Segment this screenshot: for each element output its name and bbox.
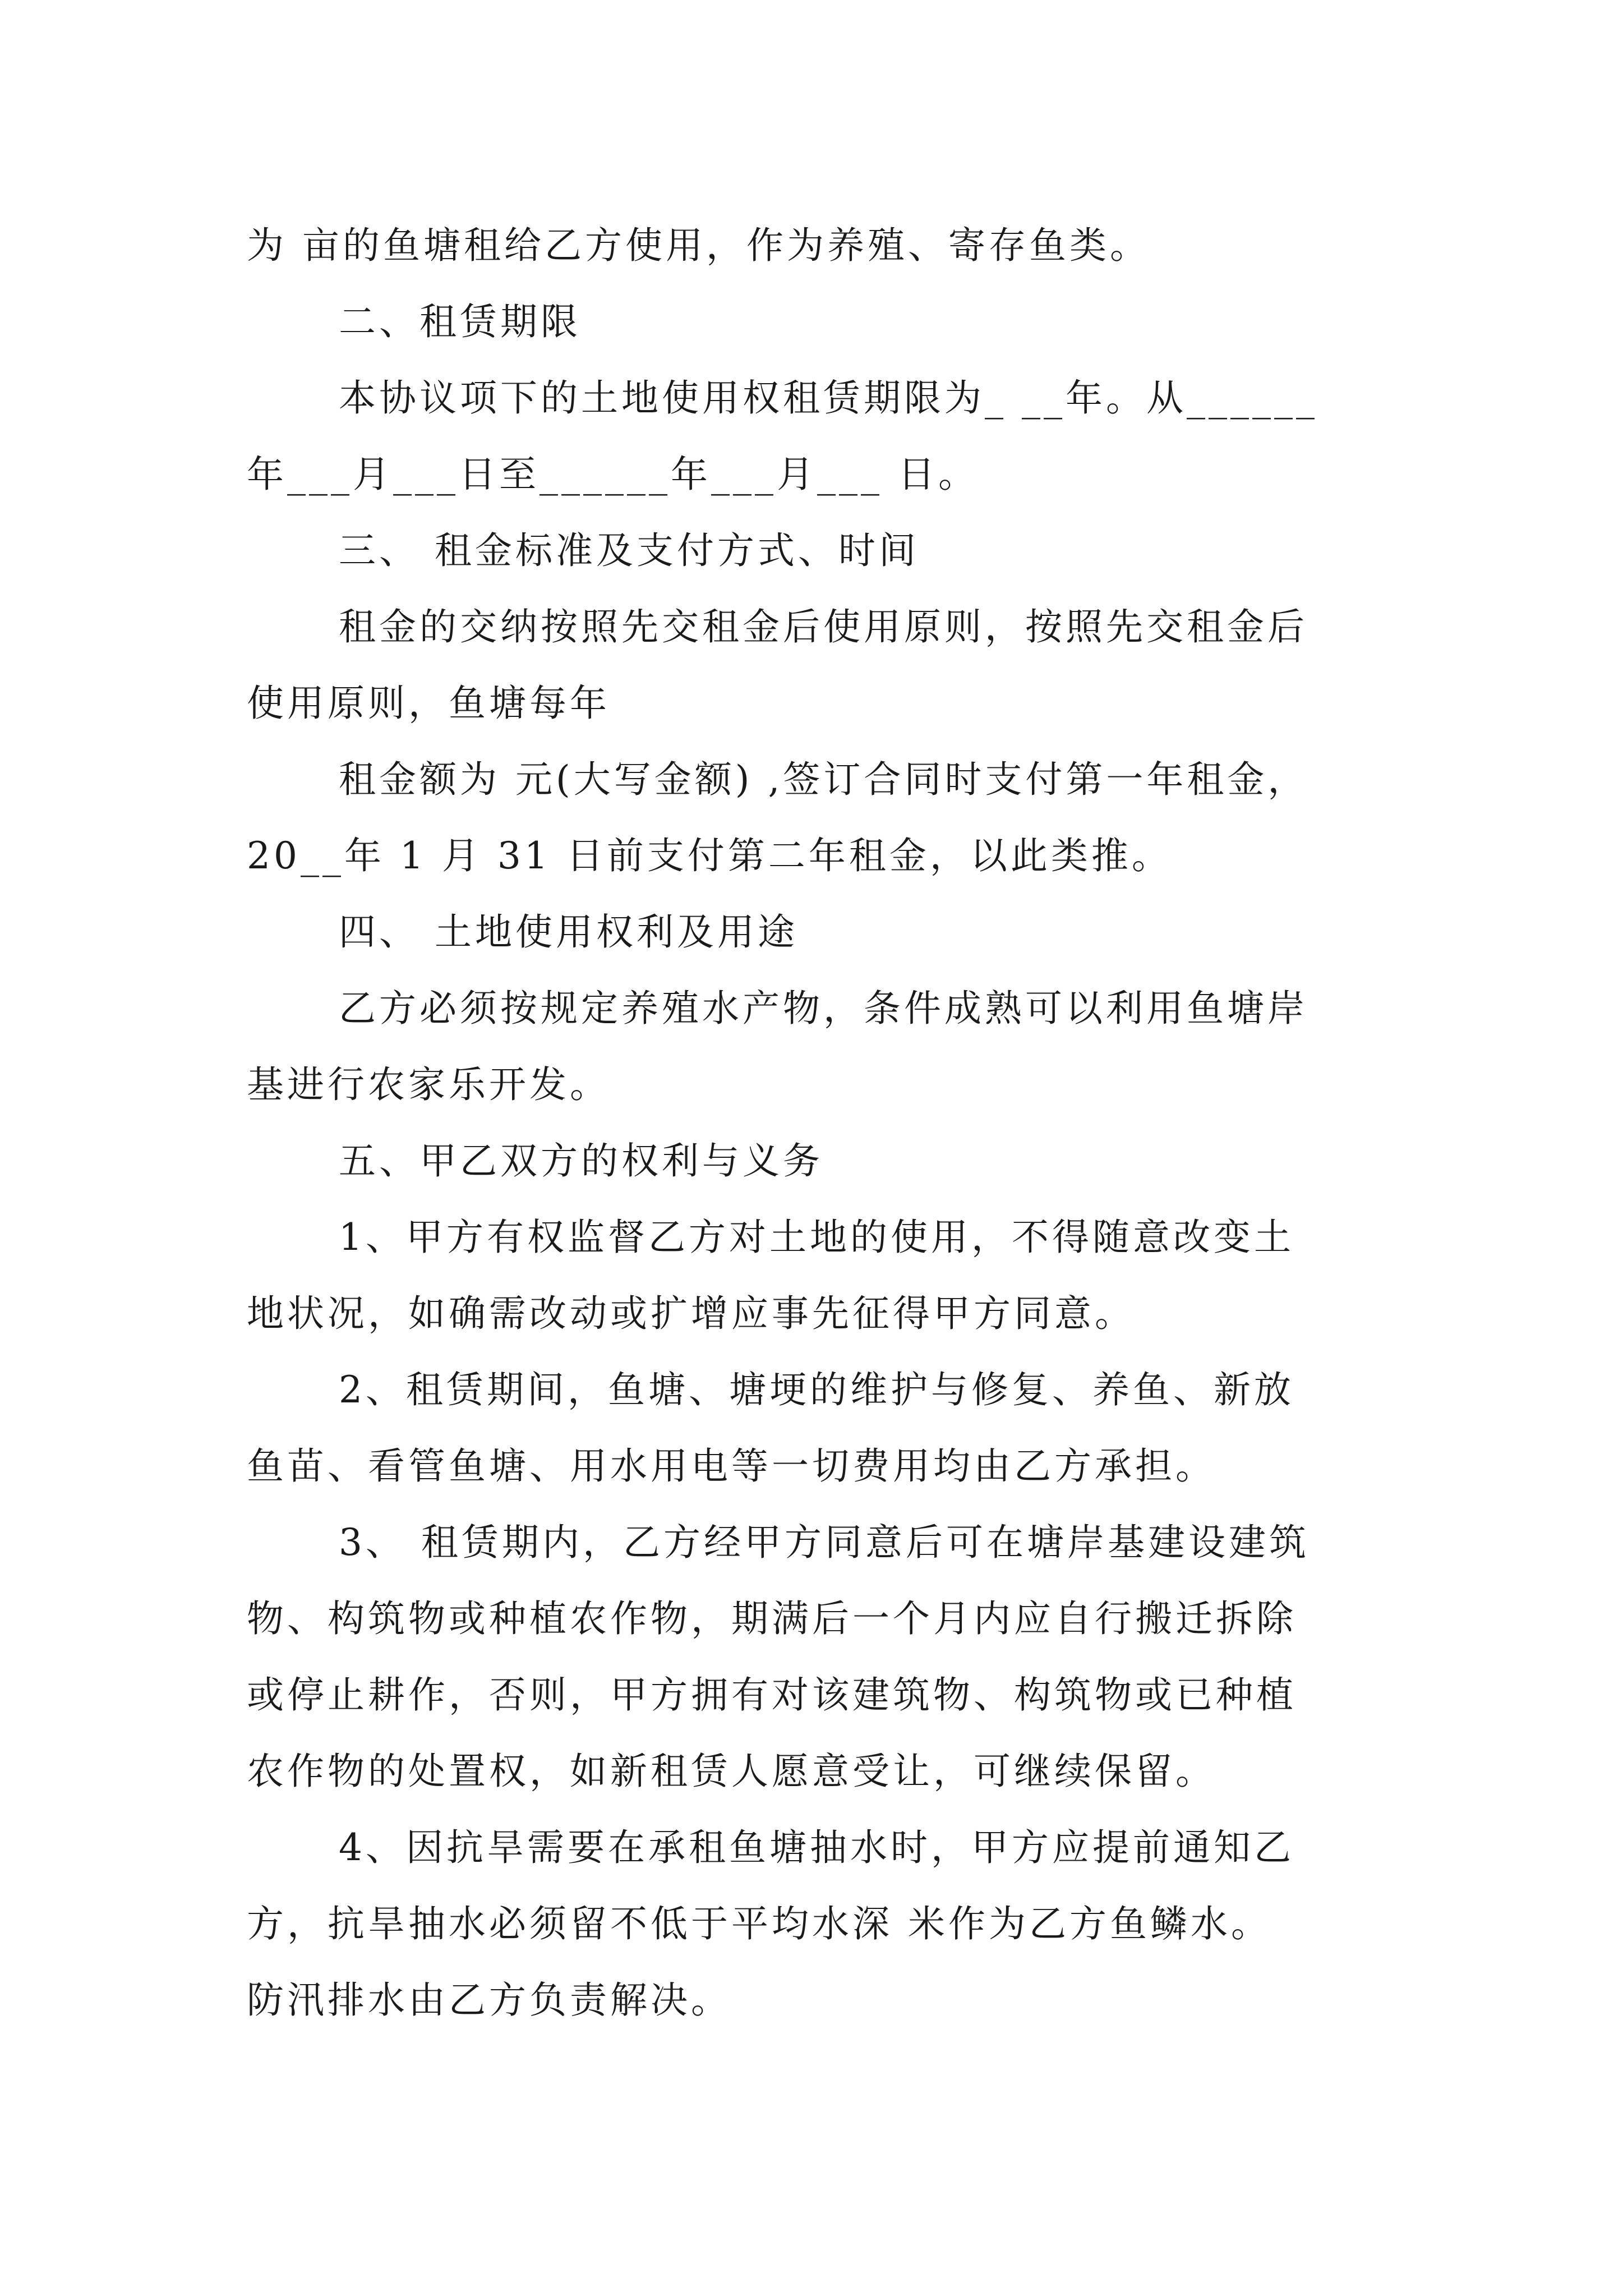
text-line: 年___月___日至______年___月___ 日。 xyxy=(247,453,979,496)
clause-4-line: 防汛排水由乙方负责解决。 xyxy=(247,1978,731,2022)
text-line: 乙方必须按规定养殖水产物，条件成熟可以利用鱼塘岸 xyxy=(339,987,1308,1030)
text-line: 本协议项下的土地使用权租赁期限为_ __年。从______ xyxy=(339,376,1318,420)
text-line: 基进行农家乐开发。 xyxy=(247,1063,610,1106)
document-body xyxy=(247,208,1380,2039)
text-line: 租金额为 元(大写金额) ,签订合同时支付第一年租金， xyxy=(339,758,1308,801)
section-heading-rights-obligations: 五、甲乙双方的权利与义务 xyxy=(339,1139,823,1182)
clause-3-line: 3、 租赁期内，乙方经甲方同意后可在塘岸基建设建筑 xyxy=(339,1521,1310,1564)
section-heading-land-use: 四、 土地使用权利及用途 xyxy=(339,910,798,954)
text-line: 20__年 1 月 31 日前支付第二年租金，以此类推。 xyxy=(247,834,1172,877)
clause-2-line: 2、租赁期间，鱼塘、塘埂的维护与修复、养鱼、新放 xyxy=(339,1368,1294,1411)
clause-3-line: 物、构筑物或种植农作物，期满后一个月内应自行搬迁拆除 xyxy=(247,1597,1297,1640)
clause-1-line: 1、甲方有权监督乙方对土地的使用，不得随意改变土 xyxy=(339,1216,1294,1259)
clause-4-line: 方，抗旱抽水必须留不低于平均水深 米作为乙方鱼鳞水。 xyxy=(247,1902,1271,1945)
section-heading-rent: 三、 租金标准及支付方式、时间 xyxy=(339,529,919,572)
clause-3-line: 农作物的处置权，如新租赁人愿意受让，可继续保留。 xyxy=(247,1750,1216,1793)
text-line: 租金的交纳按照先交租金后使用原则，按照先交租金后 xyxy=(339,605,1308,648)
clause-1-line: 地状况，如确需改动或扩增应事先征得甲方同意。 xyxy=(247,1292,1135,1335)
text-line: 使用原则，鱼塘每年 xyxy=(247,682,610,725)
text-line: 为 亩的鱼塘租给乙方使用，作为养殖、寄存鱼类。 xyxy=(247,224,1150,267)
clause-3-line: 或停止耕作，否则，甲方拥有对该建筑物、构筑物或已种植 xyxy=(247,1673,1297,1717)
clause-4-line: 4、因抗旱需要在承租鱼塘抽水时，甲方应提前通知乙 xyxy=(339,1826,1294,1869)
clause-2-line: 鱼苗、看管鱼塘、用水用电等一切费用均由乙方承担。 xyxy=(247,1444,1216,1488)
section-heading-lease-term: 二、租赁期限 xyxy=(339,300,581,343)
